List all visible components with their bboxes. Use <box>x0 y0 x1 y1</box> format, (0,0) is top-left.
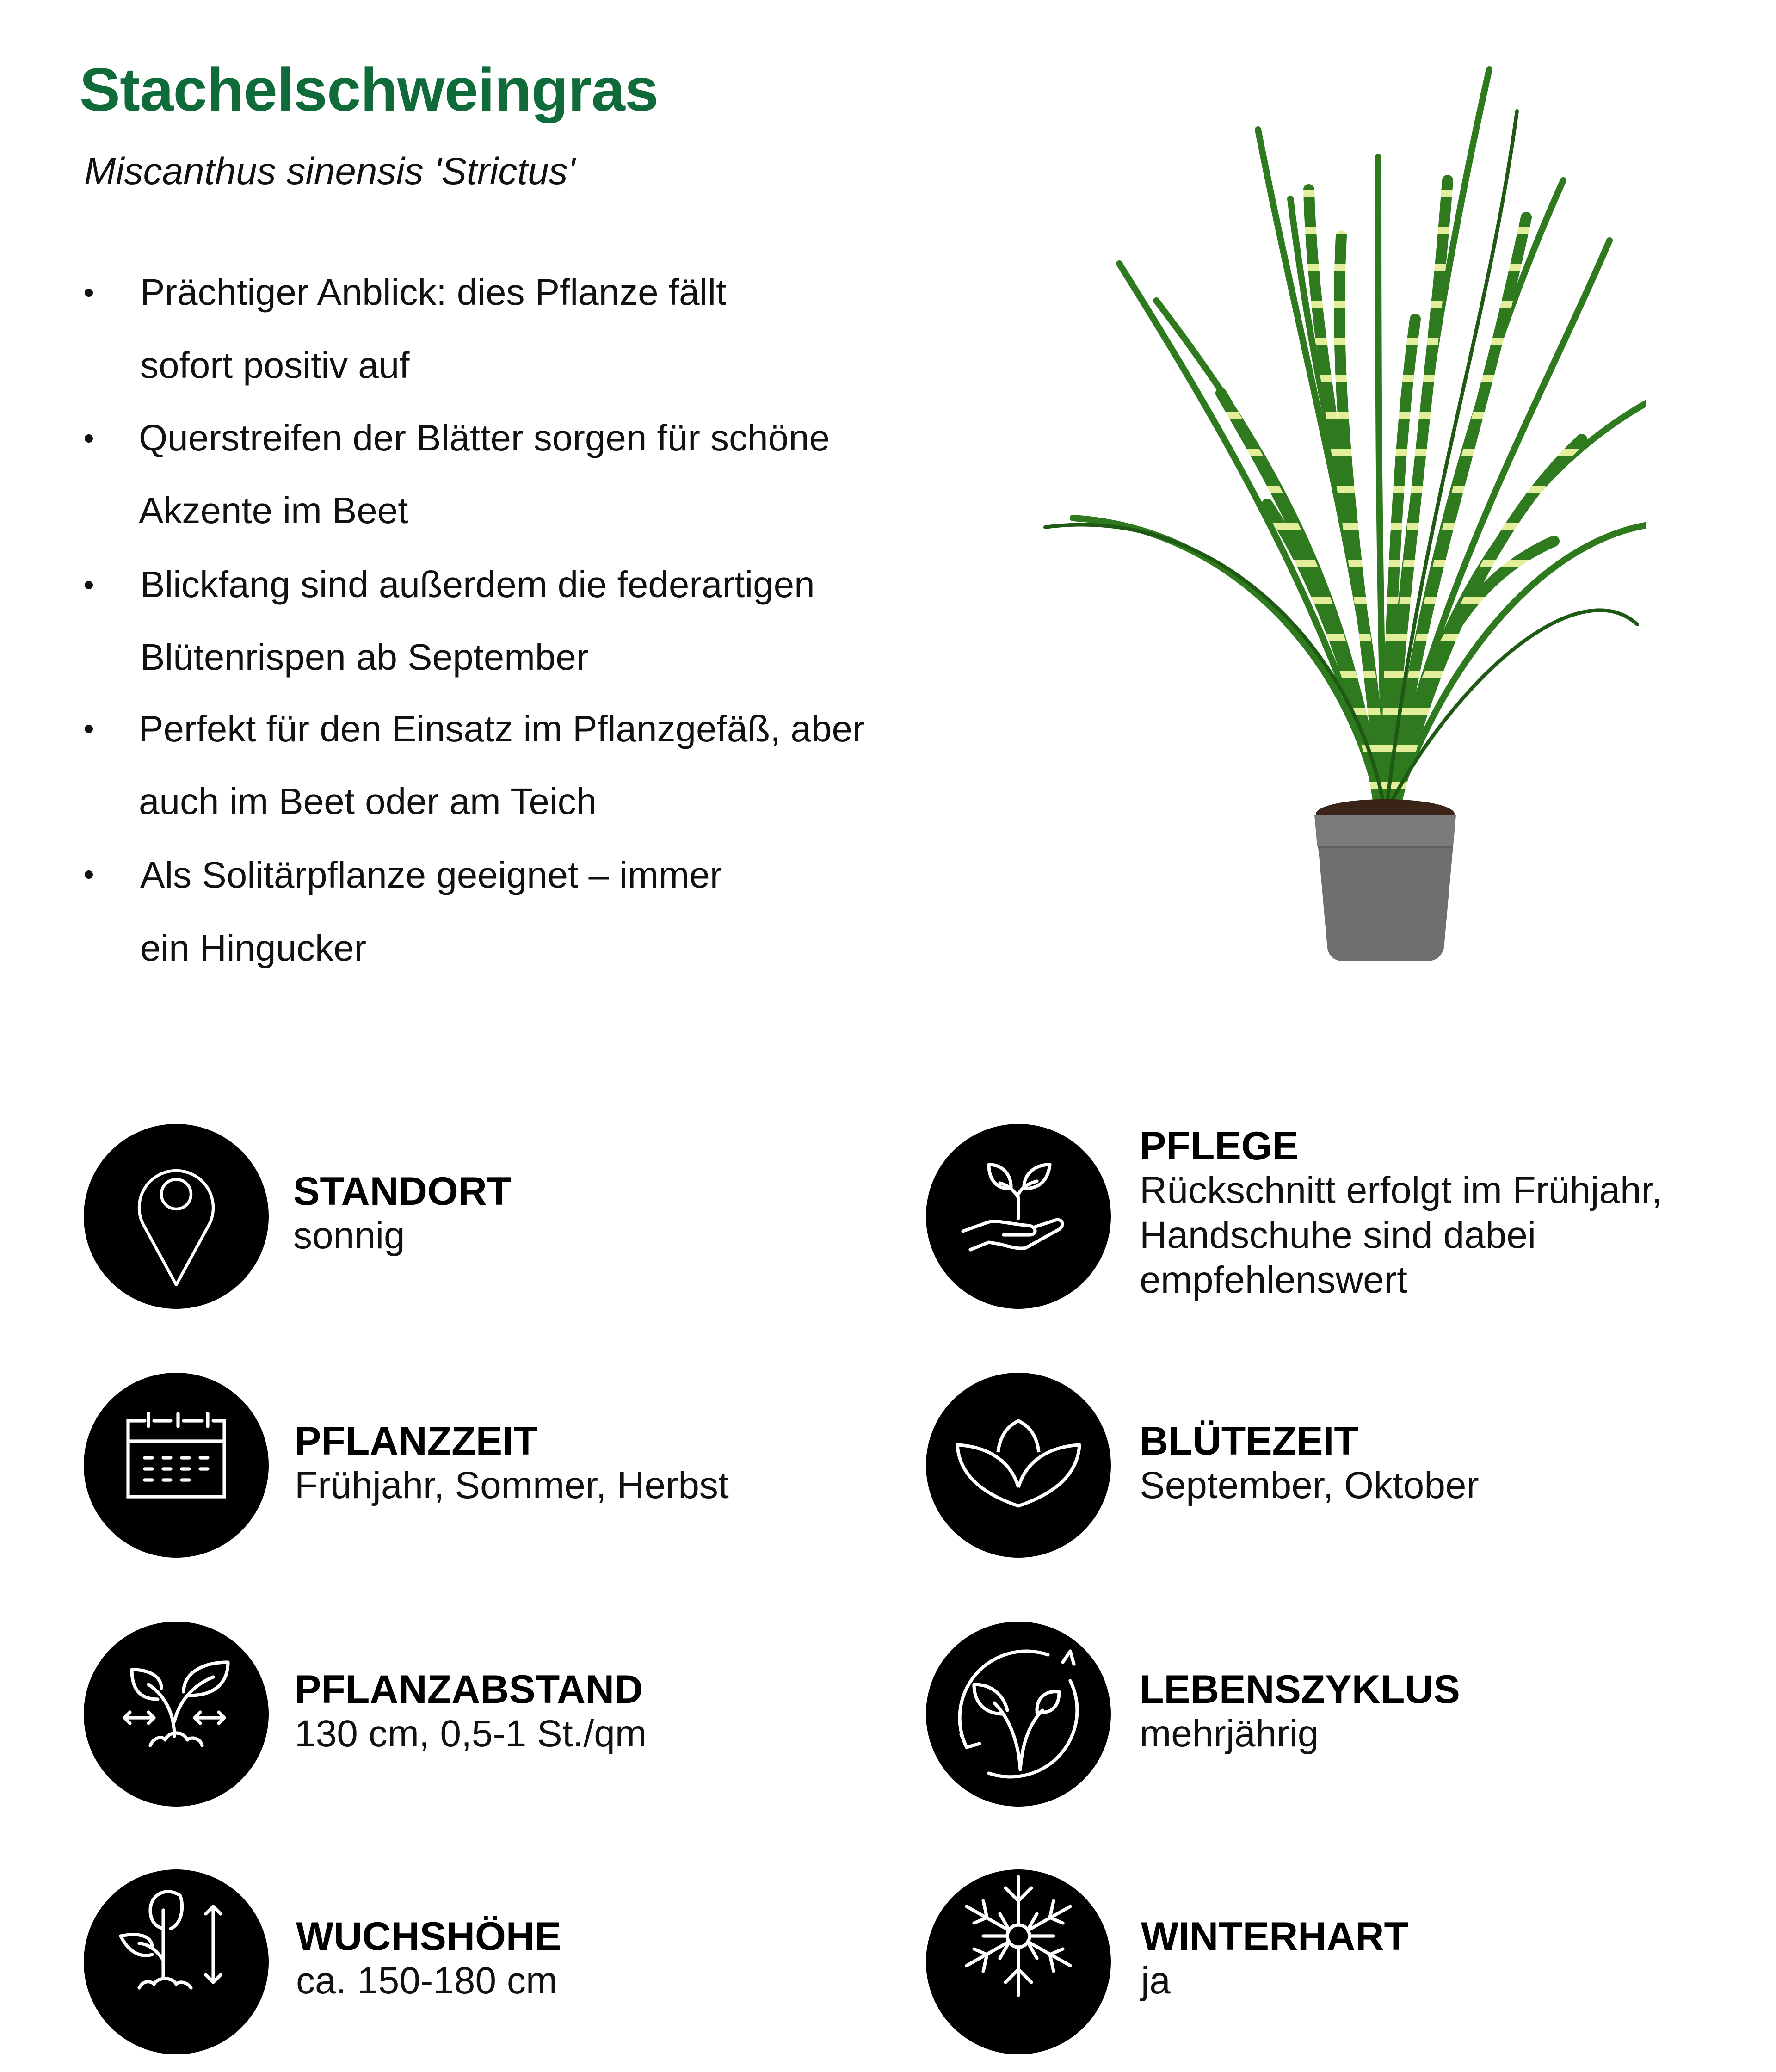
location-pin-icon <box>84 1124 269 1309</box>
plant-height-icon <box>84 1869 269 2054</box>
bullet-text: Querstreifen der Blätter sorgen für schöne <box>139 417 830 458</box>
feature-label: WINTERHART <box>1141 1914 1409 1959</box>
bullet-text: Prächtiger Anblick: dies Pflanze fällt <box>140 271 727 313</box>
feature-label: PFLANZZEIT <box>295 1419 538 1463</box>
calendar-icon <box>84 1373 269 1558</box>
bullet-dot-icon <box>85 725 93 733</box>
lifecycle-icon <box>926 1622 1111 1807</box>
lotus-flower-icon <box>926 1373 1111 1558</box>
potted-grass-illustration <box>1027 42 1646 976</box>
feature-label: BLÜTEZEIT <box>1140 1419 1358 1463</box>
feature-label: PFLEGE <box>1140 1124 1299 1168</box>
feature-value: Handschuhe sind dabei <box>1140 1214 1536 1257</box>
feature-label: PFLANZABSTAND <box>295 1667 643 1712</box>
plant-spacing-icon <box>84 1622 269 1807</box>
feature-label: LEBENSZYKLUS <box>1140 1667 1460 1712</box>
feature-label: STANDORT <box>293 1169 512 1214</box>
hand-seedling-icon <box>926 1124 1111 1309</box>
feature-value: September, Oktober <box>1140 1464 1479 1507</box>
feature-value: Rückschnitt erfolgt im Frühjahr, <box>1140 1169 1663 1212</box>
bullet-text: ein Hingucker <box>140 927 367 968</box>
bullet-text: Akzente im Beet <box>139 490 408 531</box>
bullet-dot-icon <box>85 289 93 297</box>
feature-value: 130 cm, 0,5-1 St./qm <box>295 1713 647 1755</box>
bullet-text: Als Solitärpflanze geeignet – immer <box>140 854 722 895</box>
bullet-dot-icon <box>85 581 93 589</box>
feature-value: Frühjahr, Sommer, Herbst <box>295 1464 729 1507</box>
feature-value: empfehlenswert <box>1140 1258 1407 1301</box>
product-title: Stachelschweingras <box>80 56 659 123</box>
feature-label: WUCHSHÖHE <box>296 1914 561 1959</box>
bullet-text: auch im Beet oder am Teich <box>139 781 597 822</box>
feature-value: mehrjährig <box>1140 1713 1319 1755</box>
bullet-text: Blickfang sind außerdem die federartigen <box>140 564 815 605</box>
snowflake-icon <box>926 1869 1111 2054</box>
feature-value: ca. 150-180 cm <box>296 1960 558 2002</box>
product-image <box>1027 42 1646 976</box>
bullet-dot-icon <box>85 434 93 443</box>
bullet-text: sofort positiv auf <box>140 345 410 386</box>
feature-value: sonnig <box>293 1215 405 1257</box>
bullet-text: Perfekt für den Einsatz im Pflanzgefäß, aber <box>139 708 865 749</box>
feature-value: ja <box>1141 1960 1171 2002</box>
bullet-dot-icon <box>85 870 93 879</box>
bullet-text: Blütenrispen ab September <box>140 636 589 678</box>
botanical-name: Miscanthus sinensis 'Strictus' <box>84 150 575 192</box>
